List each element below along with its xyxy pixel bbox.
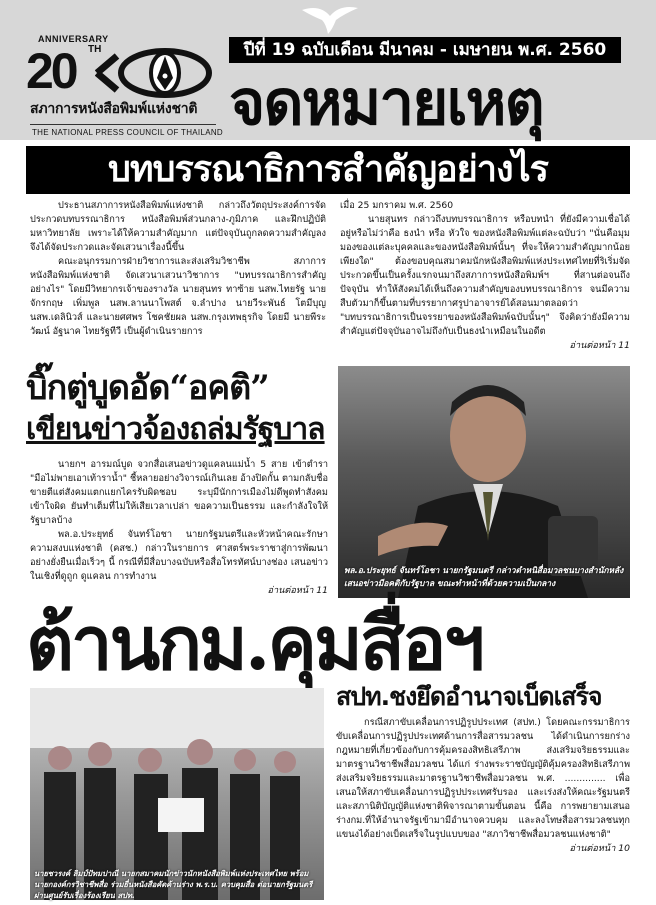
article2-paragraph: นายกฯ อารมณ์บูด จวกสื่อเสนอข่าวดูแคลนแม่น้ำ 5 สาย เข้าตำรา "มือไม่พายเอาเท้าราน้ำ" ชี้หลายอย่างวิจารณ์เกินเลย อ้างปิดกั้น ตามกลับชื่อขายตีแต่สังคมแตกแยกไครรับผิดชอบ ระบุมีนักการเมืองไม่ดีพูดทำสังคมเข้าใจผิด ยันทำเต็มที่ไม่ให้เสียเวลาเปล่า ขอความเป็นธรรม และกำลังใจให้รัฐบาลบ้าง [30,459,328,526]
article3-continued: อ่านต่อหน้า 10 [569,843,630,854]
dove-icon [300,2,360,36]
article1-column-right [340,199,630,353]
issue-date-bar: ปีที่ 19 ฉบับเดือน มีนาคม - เมษายน พ.ศ. 2560 [229,37,621,63]
article2-continued: อ่านต่อหน้า 11 [267,585,328,596]
council-name-english: THE NATIONAL PRESS COUNCIL OF THAILAND [32,128,223,137]
article2-headline-line2: เขียนข่าวจ้องถล่มรัฐบาล [26,412,325,447]
anniversary-label: ANNIVERSARY [38,34,109,44]
article1-paragraph: ประธานสภาการหนังสือพิมพ์แห่งชาติ กล่าวถึงวัตถุประสงค์การจัดประกวดบทบรรณาธิการ หนังสือพิมพ์ส่วนกลาง-ภูมิภาค และฝึกปฏิบัติมหาวิทยาลัย เพราะได้ให้ความสำคัญมาก แต่ปัจจุบันถูกลดความสำคัญลง จึงได้จัดประกวดและจัดเสวนาเรื่องนี้ขึ้น [30,200,326,253]
article2-body [30,458,328,598]
article3-paragraph: กรณีสภาขับเคลื่อนการปฏิรูปประเทศ (สปท.) โดยคณะกรรมาธิการขับเคลื่อนการปฏิรูปประเทศด้านการสื่อสารมวลชน ได้ดำเนินการยกร่างกฎหมายที่เกี่ยวข้องกับการคุ้มครองสิทธิเสรีภาพ ส่งเสริมจริยธรรมและมาตรฐานวิชาชีพสื่อมวลชน ได้แก่ ร่างพระราชบัญญัติคุ้มครองสิทธิเสรีภาพ ส่งเสริมจริยธรรมและมาตรฐานวิชาชีพสื่อมวลชน พ.ศ. .............. เพื่อเสนอให้สภาขับเคลื่อนการปฏิรูปประเทศรับรอง และเร่งส่งให้คณะรัฐมนตรีและสภานิติบัญญัติแห่งชาติพิจารณาตามขั้นตอน นี้คือ การพยายามเสนอร่างกม.ที่ให้อำนาจรัฐเข้ามามีอำนาจควบคุม และลงโทษสื่อสารมวลชนทุกแขนงได้อย่างเบ็ดเสร็จในรูปแบบของ "สภาวิชาชีพสื่อมวลชนแห่งชาติ" [336,717,630,840]
council-name-thai: สภาการหนังสือพิมพ์แห่งชาติ [30,101,198,117]
article1-column-left [30,199,326,339]
article3-body [336,716,630,856]
article2-paragraph: พล.อ.ประยุทธ์ จันทร์โอชา นายกรัฐมนตรีและหัวหน้าคณะรักษาความสงบแห่งชาติ (คสช.) กล่าวในรายการ ศาสตร์พระราชาสู่การพัฒนาอย่างยั่งยืนเมื่อเร็วๆ นี้ กรณีที่มีสื่อบางฉบับหรือสื่อโทรทัศน์บางช่อง เสนอข่าวในเชิงที่ดูถูก ดูแคลน การทำงาน [30,529,328,582]
article1-headline: บทบรรณาธิการสำคัญอย่างไร [108,149,548,190]
anniversary-number: 20 [26,43,76,99]
article1-paragraph: นายสุนทร กล่าวถึงบทบรรณาธิการ หรือบทนำ ที่ยังมีความเชื่อได้อยู่หรือไม่ว่าคือ ธงนำ หรือ หัวใจ ของหนังสือพิมพ์แต่ละฉบับว่า "นั่นคือมุมมองของแต่ละบุคคลและของหนังสือพิมพ์นั้นๆ ที่จะให้ความสำคัญมากน้อยเพียงใด" ต้องขอบคุณสมาคมนักหนังสือพิมพ์แห่งประเทศไทยที่ริเริ่มจัดประกวดขึ้นเป็นครั้งแรกจนมาถึงสภาการหนังสือพิมพ์ฯ ที่สานต่อจนถึงปัจจุบัน ทำให้สังคมได้เห็นถึงความสำคัญของบทบรรณาธิการ จนมีความสืบตัวมาก็ขึ้นตามที่บรรยากาศรูปาอาจารย์ได้สอนมาตลอดว่า "บทบรรณาธิการเป็นจรรยาของหนังสือพิมพ์ฉบับนั้นๆ" จึงคิดว่ายังมีความสำคัญแต่ปัจจุบันอาจไม่ถึงกับเป็นธงนำเหมือนในอดีต [340,214,630,337]
anniversary-suffix: TH [88,44,102,55]
article2-headline-line1: บิ๊กตู่บูดอัด“อคติ” [26,368,269,408]
pen-eye-logo-icon [95,48,215,98]
article3-banner-headline: ต้านกม.คุมสื่อฯ [26,601,482,687]
article3-headline: สปท.ชงยึดอำนาจเบ็ดเสร็จ [336,682,602,711]
article1-date: เมื่อ 25 มกราคม พ.ศ. 2560 [340,200,454,211]
article1-continued: อ่านต่อหน้า 11 [569,340,630,351]
article3-photo-caption: นายชวรงค์ ลิมป์ปัทมปาณี นายกสมาคมนักข่าวนักหนังสือพิมพ์แห่งประเทศไทย พร้อมนายกองค์กรวิชาชีพสื่อ ร่วมยื่นหนังสือคัดค้านร่าง พ.ร.บ. ควบคุมสื่อ ต่อนายกรัฐมนตรี ผ่านศูนย์รับเรื่องร้องเรียน สปท. [34,869,313,900]
article1-paragraph: คณะอนุกรรมการฝ่ายวิชาการและส่งเสริมวิชาชีพ สภาการหนังสือพิมพ์แห่งชาติ จัดเสวนาเสวนาวิชาการ "บทบรรณาธิการสำคัญอย่างไร" โดยมีวิทยากรเจ้าของรางวัล นายสุนทร ทาซ้าย นสพ.ไทยรัฐ นายจักรกฤษ เพิ่มพูล นสพ.ลานนาโพสต์ จ.ลำปาง นายวีระพันธ์ โตมีบุญ นสพ.เดลินิวส์ และนายศศพร โชคชัยผล นสพ.กรุงเทพธุรกิจ โดยมี นายพีระวัฒน์ อัฐนาค ไทยรัฐทีวี เป็นผู้ดำเนินรายการ [30,256,326,337]
newsletter-title: จดหมายเหตุ [229,66,543,139]
divider [30,124,216,125]
article2-photo-caption: พล.อ.ประยุทธ์ จันทร์โอชา นายกรัฐมนตรี กล่าวตำหนิสื่อมวลชนบางสำนักหลังเสนอข่าวมีอคติกับรัฐบาล ขณะทำหน้าที่ด้วยความเป็นกลาง [344,565,624,588]
